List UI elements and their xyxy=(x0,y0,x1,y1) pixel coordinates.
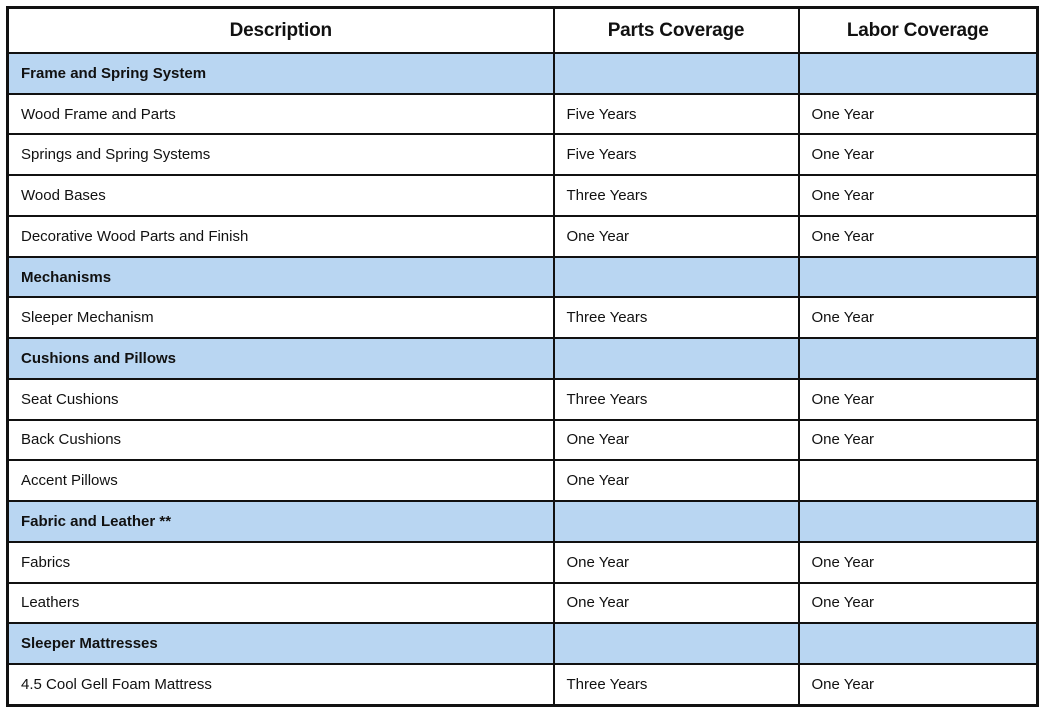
section-title: Mechanisms xyxy=(8,257,554,298)
labor-coverage-cell: One Year xyxy=(799,175,1038,216)
labor-coverage-cell: One Year xyxy=(799,664,1038,705)
table-row xyxy=(8,297,1038,338)
table-row xyxy=(8,583,1038,624)
description-cell: Fabrics xyxy=(8,542,554,583)
labor-coverage-cell: One Year xyxy=(799,134,1038,175)
description-cell: Seat Cushions xyxy=(8,379,554,420)
header-parts-coverage: Parts Coverage xyxy=(554,8,799,54)
table-row xyxy=(8,134,1038,175)
table-row xyxy=(8,175,1038,216)
parts-coverage-cell xyxy=(554,501,799,542)
table-row xyxy=(8,420,1038,461)
section-row xyxy=(8,623,1038,664)
description-cell: 4.5 Cool Gell Foam Mattress xyxy=(8,664,554,705)
table-body xyxy=(8,53,1038,706)
labor-coverage-cell: One Year xyxy=(799,297,1038,338)
header-labor-coverage: Labor Coverage xyxy=(799,8,1038,54)
description-cell: Accent Pillows xyxy=(8,460,554,501)
table-row xyxy=(8,94,1038,135)
labor-coverage-cell xyxy=(799,623,1038,664)
table-row xyxy=(8,460,1038,501)
labor-coverage-cell: One Year xyxy=(799,420,1038,461)
header-description: Description xyxy=(8,8,554,54)
labor-coverage-cell xyxy=(799,338,1038,379)
labor-coverage-cell: One Year xyxy=(799,94,1038,135)
description-cell: Back Cushions xyxy=(8,420,554,461)
parts-coverage-cell: Three Years xyxy=(554,175,799,216)
parts-coverage-cell: Five Years xyxy=(554,94,799,135)
table-header xyxy=(8,8,1038,54)
table-row xyxy=(8,542,1038,583)
parts-coverage-cell xyxy=(554,53,799,94)
warranty-coverage-table xyxy=(6,6,1039,707)
parts-coverage-cell xyxy=(554,338,799,379)
parts-coverage-cell: One Year xyxy=(554,583,799,624)
parts-coverage-cell: One Year xyxy=(554,542,799,583)
labor-coverage-cell xyxy=(799,53,1038,94)
description-cell: Wood Frame and Parts xyxy=(8,94,554,135)
labor-coverage-cell: One Year xyxy=(799,583,1038,624)
parts-coverage-cell xyxy=(554,257,799,298)
parts-coverage-cell: One Year xyxy=(554,420,799,461)
labor-coverage-cell xyxy=(799,501,1038,542)
parts-coverage-cell xyxy=(554,623,799,664)
section-title: Cushions and Pillows xyxy=(8,338,554,379)
section-row xyxy=(8,501,1038,542)
labor-coverage-cell: One Year xyxy=(799,216,1038,257)
parts-coverage-cell: Three Years xyxy=(554,664,799,705)
section-title: Frame and Spring System xyxy=(8,53,554,94)
labor-coverage-cell: One Year xyxy=(799,542,1038,583)
description-cell: Sleeper Mechanism xyxy=(8,297,554,338)
header-row xyxy=(8,8,1038,54)
section-title: Sleeper Mattresses xyxy=(8,623,554,664)
parts-coverage-cell: Three Years xyxy=(554,297,799,338)
section-row xyxy=(8,53,1038,94)
table-row xyxy=(8,664,1038,705)
description-cell: Leathers xyxy=(8,583,554,624)
parts-coverage-cell: One Year xyxy=(554,460,799,501)
warranty-coverage-table-container xyxy=(6,6,1036,707)
section-row xyxy=(8,338,1038,379)
description-cell: Springs and Spring Systems xyxy=(8,134,554,175)
description-cell: Decorative Wood Parts and Finish xyxy=(8,216,554,257)
parts-coverage-cell: One Year xyxy=(554,216,799,257)
labor-coverage-cell xyxy=(799,257,1038,298)
section-title: Fabric and Leather ** xyxy=(8,501,554,542)
parts-coverage-cell: Three Years xyxy=(554,379,799,420)
labor-coverage-cell xyxy=(799,460,1038,501)
labor-coverage-cell: One Year xyxy=(799,379,1038,420)
section-row xyxy=(8,257,1038,298)
table-row xyxy=(8,379,1038,420)
description-cell: Wood Bases xyxy=(8,175,554,216)
parts-coverage-cell: Five Years xyxy=(554,134,799,175)
table-row xyxy=(8,216,1038,257)
